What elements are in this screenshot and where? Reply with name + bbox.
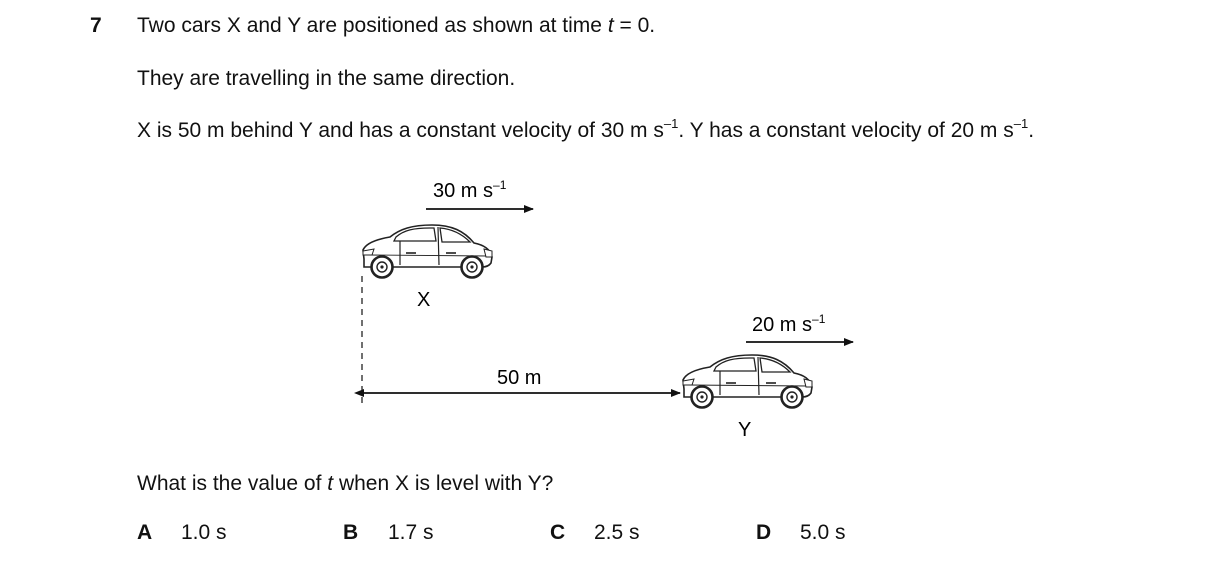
option-c-letter[interactable]: C: [550, 521, 566, 544]
option-a-value[interactable]: 1.0 s: [181, 521, 227, 544]
line3-sup-b: –1: [1013, 116, 1029, 131]
velocity-x-sup: –1: [493, 178, 507, 192]
option-c-value[interactable]: 2.5 s: [594, 521, 640, 544]
velocity-x-label: [433, 178, 507, 202]
line1-text: Two cars X and Y are positioned as shown at time: [137, 14, 608, 37]
ask-text: What is the value of: [137, 472, 328, 495]
option-d-value[interactable]: 5.0 s: [800, 521, 846, 544]
ask-end: when X is level with Y?: [333, 472, 554, 495]
car-x-label: X: [417, 289, 431, 311]
car-y-icon: [683, 355, 812, 408]
velocity-x-text: 30 m s: [433, 180, 494, 202]
question-ask: [137, 472, 553, 496]
ask-variable: t: [327, 472, 334, 495]
option-d-letter[interactable]: D: [756, 521, 772, 544]
line3-sup-a: –1: [663, 116, 679, 131]
line3-part-a: X is 50 m behind Y and has a constant velocity of 30 m s: [137, 119, 664, 142]
question-line-2: They are travelling in the same direction.: [137, 67, 516, 90]
velocity-y-text: 20 m s: [752, 314, 813, 336]
line3-part-c: .: [1028, 119, 1035, 142]
line1-end: = 0.: [613, 14, 656, 37]
car-y-label: Y: [738, 419, 752, 441]
car-x-icon: [363, 225, 492, 278]
option-b-value[interactable]: 1.7 s: [388, 521, 434, 544]
velocity-y-label: [752, 312, 826, 336]
option-a-letter[interactable]: A: [137, 521, 153, 544]
question-number: 7: [90, 14, 102, 37]
line3-part-b: . Y has a constant velocity of 20 m s: [678, 119, 1014, 142]
distance-label: 50 m: [497, 367, 542, 389]
time-variable: t: [607, 14, 614, 37]
option-b-letter[interactable]: B: [343, 521, 359, 544]
velocity-y-sup: –1: [812, 312, 826, 326]
